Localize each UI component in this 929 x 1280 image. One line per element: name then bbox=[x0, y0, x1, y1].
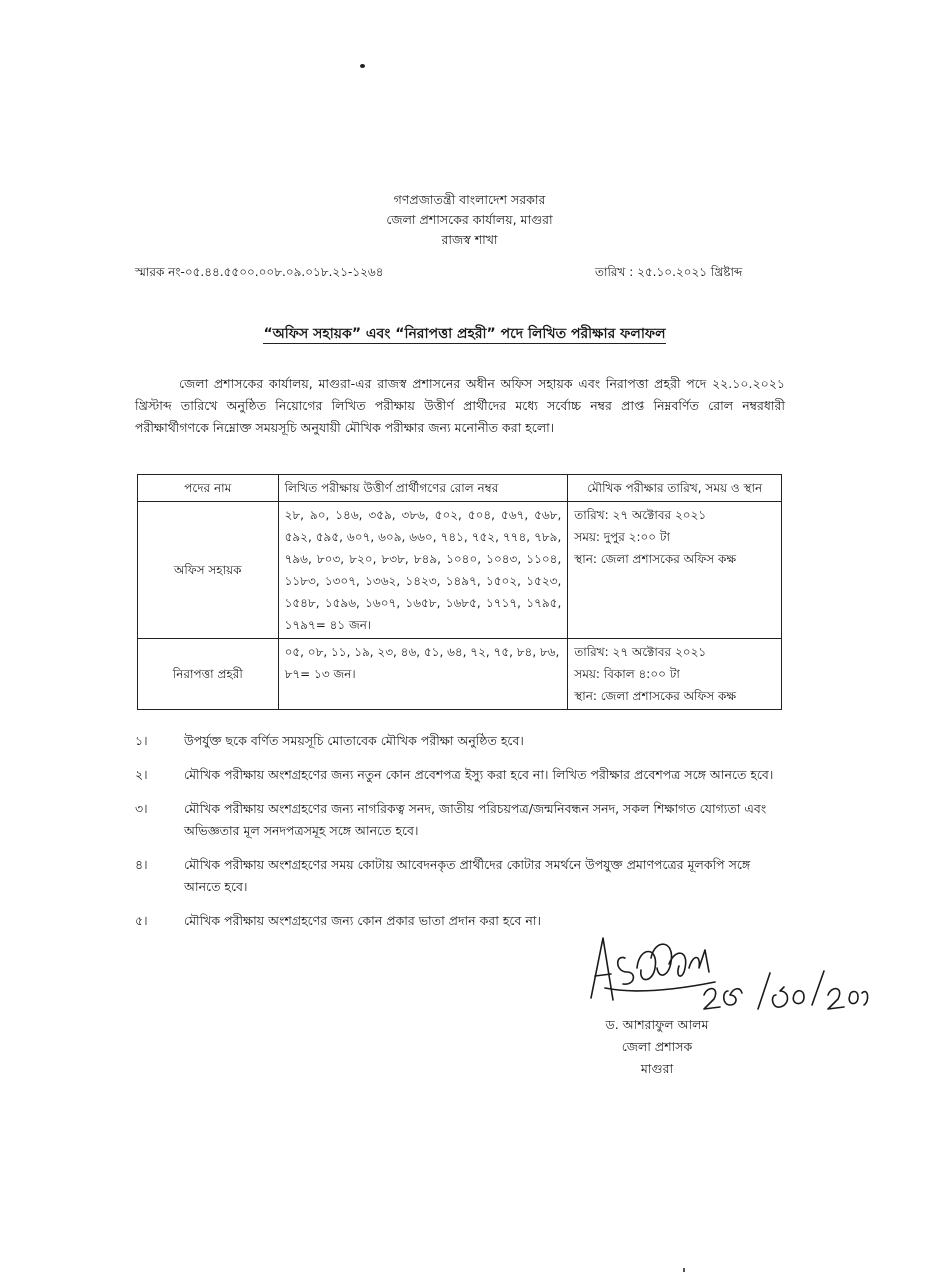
handwritten-date bbox=[700, 965, 870, 1015]
viva-venue: স্থান: জেলা প্রশাসকের অফিস কক্ষ bbox=[574, 689, 737, 703]
header-viva: মৌখিক পরীক্ষার তারিখ, সময় ও স্থান bbox=[568, 475, 782, 502]
viva-venue: স্থান: জেলা প্রশাসকের অফিস কক্ষ bbox=[574, 552, 737, 566]
header-rolls: লিখিত পরীক্ষায় উত্তীর্ণ প্রার্থীগণের রোল নম্বর bbox=[278, 475, 568, 502]
viva-date: তারিখ: ২৭ অক্টোবর ২০২১ bbox=[574, 508, 707, 522]
scan-speck bbox=[360, 64, 365, 68]
list-item bbox=[135, 764, 785, 786]
signatory-block bbox=[567, 1014, 747, 1080]
list-item bbox=[135, 730, 785, 752]
signatory-name: ড. আশরাফুল আলম bbox=[605, 1017, 709, 1032]
instructions-list bbox=[135, 730, 785, 944]
post-security-guard: নিরাপত্তা প্রহরী bbox=[138, 639, 279, 710]
item-text: মৌখিক পরীক্ষায় অংশগ্রহণের সময় কোটায় আবেদনকৃত প্রার্থীদের কোটার সমর্থনে উপযুক্ত প্রমাণপত্রের মূলকপি সঙ্গে আনতে হবে। bbox=[184, 857, 751, 894]
section-name: রাজস্ব শাখা bbox=[441, 232, 498, 247]
item-text: মৌখিক পরীক্ষায় অংশগ্রহণের জন্য নতুন কোন প্রবেশপত্র ইস্যু করা হবে না। লিখিত পরীক্ষার প্রবেশপত্র সঙ্গে আনতে হবে। bbox=[184, 767, 774, 782]
viva-time: সময়: দুপুর ২:০০ টা bbox=[574, 530, 670, 544]
scan-speck bbox=[683, 1268, 685, 1272]
item-text: উপর্যুক্ত ছকে বর্ণিত সময়সূচি মোতাবেক মৌখিক পরীক্ষা অনুষ্ঠিত হবে। bbox=[184, 733, 524, 748]
document-title-text: “অফিস সহায়ক” এবং “নিরাপত্তা প্রহরী” পদে লিখিত পরীক্ষার ফলাফল bbox=[263, 326, 666, 342]
list-item bbox=[135, 798, 785, 842]
item-number: ৩। bbox=[135, 801, 148, 816]
viva-time: সময়: বিকাল ৪:০০ টা bbox=[574, 667, 680, 681]
viva-office-assistant bbox=[568, 502, 782, 639]
intro-paragraph: জেলা প্রশাসকের কার্যালয়, মাগুরা-এর রাজস্ব প্রশাসনের অধীন অফিস সহায়ক এবং নিরাপত্তা প্রহরী পদে ২২.১০.২০২১ খ্রিস্টাব্দ তারিখে অনুষ্ঠিত নিয়োগের লিখিত পরীক্ষায় উত্তীর্ণ প্রার্থীদের মধ্যে সর্বোচ্চ নম্বর প্রাপ্ত নিম্নবর্ণিত রোল নম্বরধারী পরীক্ষার্থীগণকে নিম্নোক্ত সময়সূচি অনুযায়ী মৌখিক পরীক্ষার জন্য মনোনীত করা হলো। bbox=[135, 376, 785, 435]
viva-security-guard bbox=[568, 639, 782, 710]
document-title bbox=[0, 322, 929, 346]
rolls-security-guard: ০৫, ০৮, ১১, ১৯, ২৩, ৪৬, ৫১, ৬৪, ৭২, ৭৫, ৮৪, ৮৬, ৮৭= ১৩ জন। bbox=[278, 639, 568, 710]
signatory-designation: জেলা প্রশাসক bbox=[621, 1039, 693, 1054]
list-item bbox=[135, 854, 785, 898]
rolls-office-assistant: ২৮, ৯০, ১৪৬, ৩৫৯, ৩৮৬, ৫০২, ৫০৪, ৫৬৭, ৫৬৮, ৫৯২, ৫৯৫, ৬০৭, ৬০৯, ৬৬০, ৭৪১, ৭৫২, ৭৭৪, ৭৮৯, ৭৯৬, ৮০৩, ৮২০, ৮৩৮, ৮৪৯, ১০৪০, ১০৪৩, ১১০৪, ১১৮৩, ১৩০৭, ১৩৬২, ১৪২৩, ১৪৯৭, ১৫০২, ১৫২৩, ১৫৪৮, ১৫৯৬, ১৬০৭, ১৬৫৮, ১৬৮৫, ১৭১৭, ১৭৯৫, ১৭৯৭= ৪১ জন। bbox=[278, 502, 568, 639]
item-number: ৪। bbox=[135, 857, 148, 872]
government-name: গণপ্রজাতন্ত্রী বাংলাদেশ সরকার bbox=[393, 192, 546, 207]
item-number: ১। bbox=[135, 733, 148, 748]
table-row bbox=[138, 502, 782, 639]
item-text: মৌখিক পরীক্ষায় অংশগ্রহণের জন্য নাগরিকত্ব সনদ, জাতীয় পরিচয়পত্র/জন্মনিবন্ধন সনদ, সকল শিক্ষাগত যোগ্যতা এবং অভিজ্ঞতার মূল সনদপত্রসমূহ সঙ্গে আনতে হবে। bbox=[184, 801, 767, 838]
item-number: ২। bbox=[135, 767, 148, 782]
item-text: মৌখিক পরীক্ষায় অংশগ্রহণের জন্য কোন প্রকার ভাতা প্রদান করা হবে না। bbox=[184, 913, 541, 928]
signatory-place: মাগুরা bbox=[640, 1061, 674, 1076]
header-post: পদের নাম bbox=[138, 475, 279, 502]
result-table bbox=[137, 474, 782, 710]
office-name: জেলা প্রশাসকের কার্যালয়, মাগুরা bbox=[386, 212, 553, 227]
item-number: ৫। bbox=[135, 913, 148, 928]
memo-date: তারিখ : ২৫.১০.২০২১ খ্রিষ্টাব্দ bbox=[595, 265, 743, 279]
viva-date: তারিখ: ২৭ অক্টোবর ২০২১ bbox=[574, 645, 707, 659]
memo-number: স্মারক নং-০৫.৪৪.৫৫০০.০০৮.০৯.০১৮.২১-১২৬৪ bbox=[135, 265, 384, 279]
table-row bbox=[138, 639, 782, 710]
post-office-assistant: অফিস সহায়ক bbox=[138, 502, 279, 639]
table-header-row bbox=[138, 475, 782, 502]
letterhead bbox=[0, 190, 929, 250]
